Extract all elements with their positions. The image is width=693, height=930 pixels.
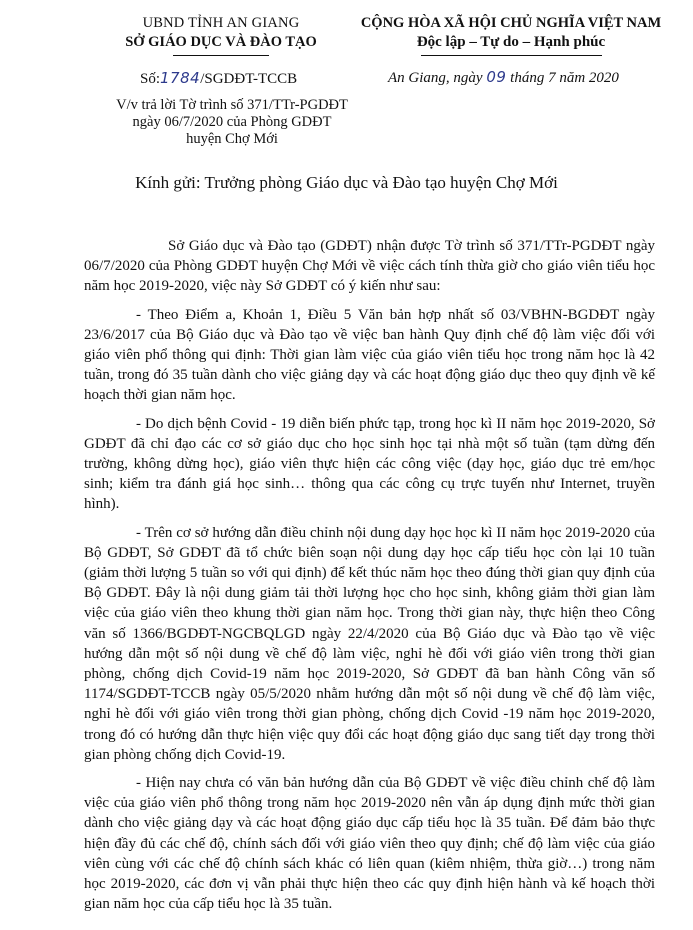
handwritten-doc-number: 1784 (160, 69, 201, 87)
country-name: CỘNG HÒA XÃ HỘI CHỦ NGHĨA VIỆT NAM (360, 15, 662, 31)
national-motto-header (346, 14, 676, 52)
subject-line (92, 97, 372, 148)
document-number (140, 69, 297, 88)
issuing-agency-header (96, 14, 346, 52)
date-prefix: An Giang, ngày (388, 70, 483, 86)
paragraph-guidance: - Trên cơ sở hướng dẫn điều chỉnh nội dung dạy học học kì II năm học 2019-2020 của Bộ GDĐT, Sở GDĐT đã tổ chức biên soạn nội dung dạy học cấp tiểu học còn lại 10 tuần (giảm thời lượng 5 tuần so với qui định) để kết thúc năm học theo đúng thời gian quy định của Bộ GDĐT. Đây là nội dung giảm tải thời lượng học cho học sinh, không giảm thời gian làm việc của giáo viên theo khung thời gian năm học. Trong thời gian này, thực hiện theo Công văn số 1366/BGDĐT-NGCBQLGD ngày 22/4/2020 của Bộ Giáo dục và Đào tạo về việc hướng dẫn một số nội dung về chế độ làm việc, nghỉ hè đối với giáo viên trong thời gian phòng, chống dịch Covid-19 năm học 2019-2020, Sở GDĐT đã ban hành Công văn số 1174/SGDĐT-TCCB ngày 05/5/2020 nhằm hướng dẫn một số nội dung về chế độ làm việc, nghỉ hè đối với giáo viên trong thời gian phòng, chống dịch Covid -19 năm học 2019-2020, trong đó có hướng dẫn thực hiện việc quy đổi các hoạt động giáo dục sang tiết dạy trong thời gian phòng chống dịch Covid-19. (84, 524, 655, 763)
recipient-greeting: Kính gửi: Trưởng phòng Giáo dục và Đào tạo huyện Chợ Mới (135, 173, 558, 192)
motto-underline (421, 55, 602, 56)
letter-body (84, 236, 655, 923)
date-suffix: tháng 7 năm 2020 (510, 70, 619, 86)
paragraph-current-status: - Hiện nay chưa có văn bản hướng dẫn của Bộ GDĐT về việc điều chỉnh chế độ làm việc của giáo viên phổ thông trong năm học 2019-2020 nên vẫn áp dụng định mức thời gian dành cho việc giảng dạy và các hoạt động giáo dục cấp tiểu học là 35 tuần. Để đảm bảo thực hiện đầy đủ các chế độ, chính sách đối với giáo viên theo quy định; chế độ làm việc của giáo viên cùng với các chế độ chính sách khác có liên quan (kiêm nhiệm, thừa giờ…) trong năm học 2019-2020, các đơn vị vẫn phải thực hiện theo các quy định hiện hành và kế hoạch thời gian năm học của cấp tiểu học là 35 tuần. (84, 775, 655, 913)
subject-line-3: huyện Chợ Mới (186, 131, 278, 147)
paragraph-regulation: - Theo Điểm a, Khoản 1, Điều 5 Văn bản hợp nhất số 03/VBHN-BGDĐT ngày 23/6/2017 của Bộ Giáo dục và Đào tạo về việc ban hành Quy định chế độ làm việc đối với giáo viên phổ thông qui định: Thời gian làm việc của giáo viên tiểu học trong năm học là 42 tuần, trong đó 35 tuần dành cho việc giảng dạy và các hoạt động giáo dục theo quy định về kế hoạch thời gian năm học. (84, 306, 655, 404)
paragraph-covid: - Do dịch bệnh Covid - 19 diễn biến phức tạp, trong học kì II năm học 2019-2020, Sở GDĐT đã chỉ đạo các cơ sở giáo dục cho học sinh học tại nhà một số tuần (tạm dừng đến trường, không dừng học), giáo viên thực hiện các công việc (dạy học, giáo dục trẻ em/học sinh; kiểm tra đánh giá học sinh… thông qua các công cụ trực tuyến như Internet, truyền hình). (84, 415, 655, 513)
handwritten-day: 09 (486, 68, 507, 86)
agency-underline (173, 55, 269, 56)
paragraph-intro: Sở Giáo dục và Đào tạo (GDĐT) nhận được Tờ trình số 371/TTr-PGDĐT ngày 06/7/2020 của Phòng GDĐT huyện Chợ Mới về việc cách tính thừa giờ cho giáo viên tiểu học năm học 2019-2020, việc này Sở GDĐT có ý kiến như sau: (84, 238, 655, 295)
issue-date (388, 68, 619, 87)
subject-line-2: ngày 06/7/2020 của Phòng GDĐT (132, 114, 332, 130)
national-motto: Độc lập – Tự do – Hạnh phúc (416, 34, 606, 50)
department-name: SỞ GIÁO DỤC VÀ ĐÀO TẠO (125, 34, 317, 50)
subject-line-1: V/v trả lời Tờ trình số 371/TTr-PGDĐT (116, 97, 348, 113)
doc-number-suffix: /SGDĐT-TCCB (200, 71, 298, 87)
doc-number-prefix: Số: (140, 71, 161, 87)
provincial-committee-name: UBND TỈNH AN GIANG (142, 15, 300, 31)
